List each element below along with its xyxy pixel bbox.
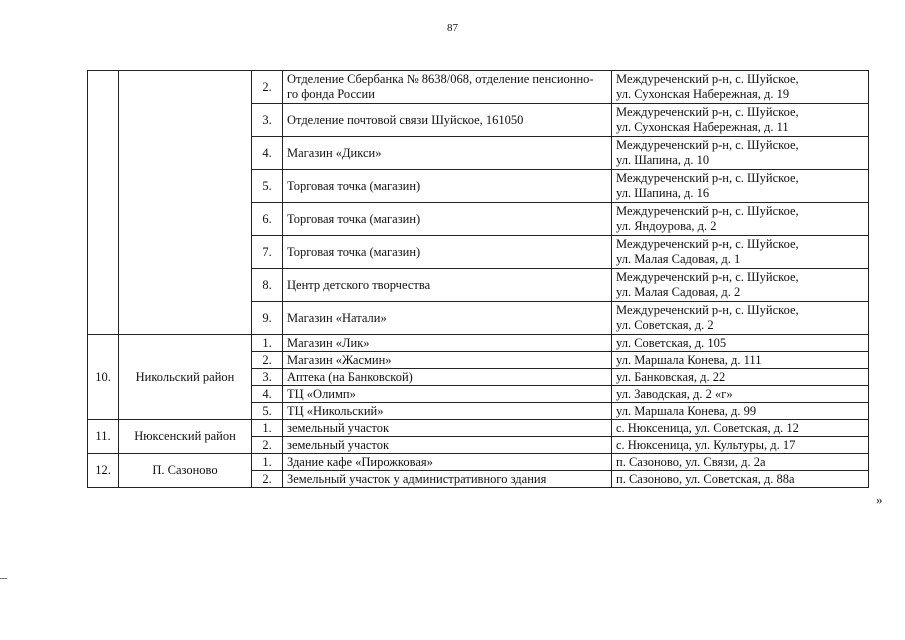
item-number: 2.: [252, 437, 283, 454]
item-name: [283, 236, 612, 269]
item-address: [612, 170, 869, 203]
district-name: Нюксенский район: [119, 420, 252, 454]
item-address: [612, 71, 869, 104]
locations-table: [87, 70, 869, 488]
item-name: [283, 170, 612, 203]
group-number-cell: [88, 71, 119, 335]
district-name: Никольский район: [119, 335, 252, 420]
cell-line: Междуреченский р-н, с. Шуйское,: [616, 105, 799, 119]
item-name: [283, 269, 612, 302]
item-name: Земельный участок у административного здания: [283, 471, 612, 488]
item-name: [283, 302, 612, 335]
item-address: [612, 137, 869, 170]
cell-line: Магазин «Дикси»: [287, 145, 382, 160]
item-name: [283, 71, 612, 104]
item-number: 1.: [252, 335, 283, 352]
table-row: [88, 335, 869, 352]
cell-line: ул. Шапина, д. 10: [616, 153, 710, 167]
cell-line: ул. Советская, д. 2: [616, 318, 714, 332]
item-number: 1.: [252, 454, 283, 471]
item-name: [283, 137, 612, 170]
item-number: 4.: [252, 386, 283, 403]
item-address: ул. Советская, д. 105: [612, 335, 869, 352]
item-address: ул. Банковская, д. 22: [612, 369, 869, 386]
cell-line: Междуреченский р-н, с. Шуйское,: [616, 303, 799, 317]
cell-line: Торговая точка (магазин): [287, 244, 421, 259]
item-number: 8.: [252, 269, 283, 302]
closing-quote: »: [876, 492, 883, 507]
cell-line: ул. Шапина, д. 16: [616, 186, 710, 200]
item-number: 5.: [252, 403, 283, 420]
item-address: п. Сазоново, ул. Советская, д. 88а: [612, 471, 869, 488]
table-row: [88, 454, 869, 471]
table-row: [88, 420, 869, 437]
page-number: 87: [447, 22, 458, 34]
cell-line: ул. Яндоурова, д. 2: [616, 219, 717, 233]
cell-line: Междуреченский р-н, с. Шуйское,: [616, 270, 799, 284]
cell-line: ул. Сухонская Набережная, д. 19: [616, 87, 790, 101]
item-number: 2.: [252, 352, 283, 369]
item-address: с. Нюксеница, ул. Культуры, д. 17: [612, 437, 869, 454]
item-name: Магазин «Лик»: [283, 335, 612, 352]
item-address: п. Сазоново, ул. Связи, д. 2а: [612, 454, 869, 471]
cell-line: Междуреченский р-н, с. Шуйское,: [616, 138, 799, 152]
item-name: ТЦ «Олимп»: [283, 386, 612, 403]
district-name: П. Сазоново: [119, 454, 252, 488]
cell-line: ул. Сухонская Набережная, д. 11: [616, 120, 789, 134]
item-name: [283, 104, 612, 137]
table-row: [88, 71, 869, 104]
item-name: [283, 203, 612, 236]
cell-line: Отделение Сбербанка № 8638/068, отделение пенсионно-: [287, 72, 594, 86]
item-address: [612, 236, 869, 269]
cell-line: Торговая точка (магазин): [287, 178, 421, 193]
district-cell: [119, 71, 252, 335]
item-address: [612, 302, 869, 335]
group-number: 12.: [88, 454, 119, 488]
item-name: земельный участок: [283, 437, 612, 454]
item-number: 3.: [252, 104, 283, 137]
item-address: [612, 269, 869, 302]
item-address: ул. Заводская, д. 2 «г»: [612, 386, 869, 403]
margin-mark: [0, 578, 7, 579]
item-name: ТЦ «Никольский»: [283, 403, 612, 420]
item-name: Аптека (на Банковской): [283, 369, 612, 386]
item-number: 6.: [252, 203, 283, 236]
cell-line: Торговая точка (магазин): [287, 211, 421, 226]
item-address: ул. Маршала Конева, д. 111: [612, 352, 869, 369]
cell-line: Междуреченский р-н, с. Шуйское,: [616, 204, 799, 218]
item-name: земельный участок: [283, 420, 612, 437]
item-number: 9.: [252, 302, 283, 335]
item-number: 4.: [252, 137, 283, 170]
group-number: 10.: [88, 335, 119, 420]
item-address: [612, 104, 869, 137]
item-name: Магазин «Жасмин»: [283, 352, 612, 369]
cell-line: го фонда России: [287, 87, 375, 101]
item-number: 2.: [252, 71, 283, 104]
item-number: 1.: [252, 420, 283, 437]
item-number: 2.: [252, 471, 283, 488]
cell-line: Центр детского творчества: [287, 277, 431, 292]
item-number: 3.: [252, 369, 283, 386]
cell-line: Отделение почтовой связи Шуйское, 161050: [287, 112, 524, 127]
cell-line: ул. Малая Садовая, д. 1: [616, 252, 741, 266]
item-address: ул. Маршала Конева, д. 99: [612, 403, 869, 420]
cell-line: Междуреченский р-н, с. Шуйское,: [616, 72, 799, 86]
item-address: с. Нюксеница, ул. Советская, д. 12: [612, 420, 869, 437]
cell-line: Междуреченский р-н, с. Шуйское,: [616, 237, 799, 251]
group-number: 11.: [88, 420, 119, 454]
cell-line: ул. Малая Садовая, д. 2: [616, 285, 741, 299]
item-number: 7.: [252, 236, 283, 269]
item-name: Здание кафе «Пирожковая»: [283, 454, 612, 471]
cell-line: Магазин «Натали»: [287, 310, 387, 325]
item-address: [612, 203, 869, 236]
cell-line: Междуреченский р-н, с. Шуйское,: [616, 171, 799, 185]
item-number: 5.: [252, 170, 283, 203]
